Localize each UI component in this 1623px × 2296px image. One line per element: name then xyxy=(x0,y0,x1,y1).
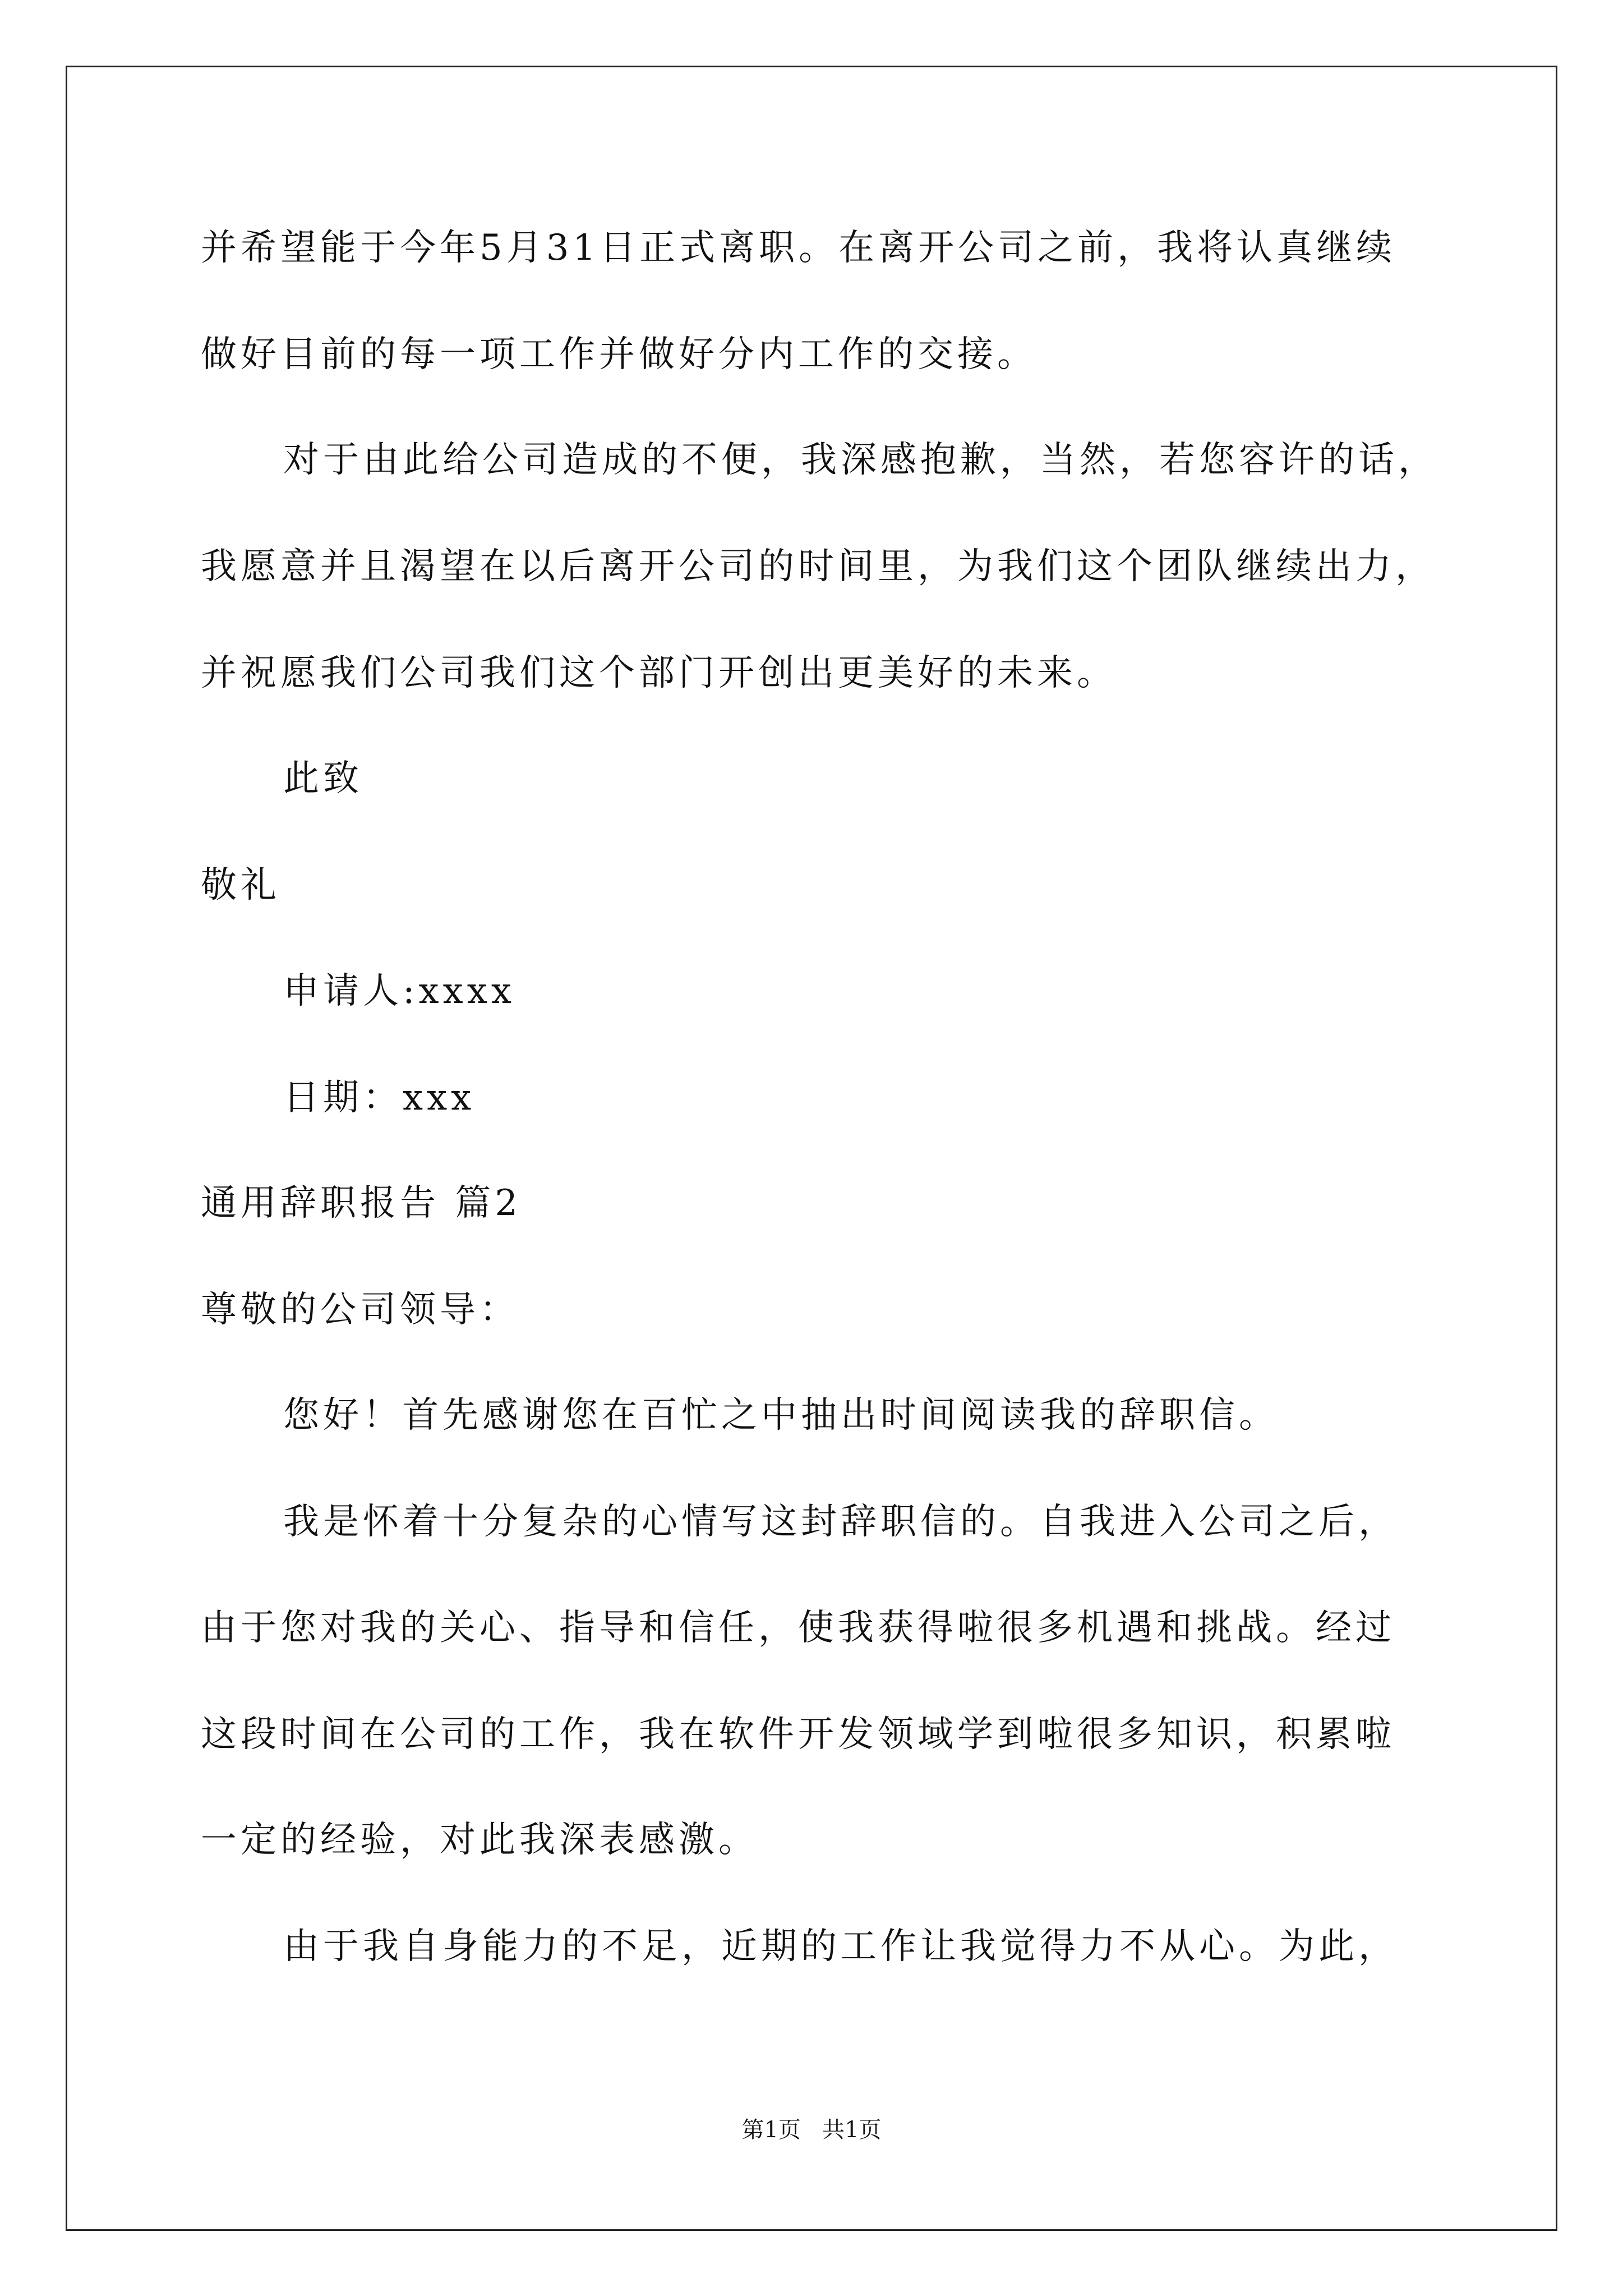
closing-salutation: 此致 xyxy=(283,758,363,799)
paragraph-line: 您好！首先感谢您在百忙之中抽出时间阅读我的辞职信。 xyxy=(283,1395,1279,1436)
paragraph-line: 一定的经验，对此我深表感激。 xyxy=(201,1819,758,1861)
section-heading: 通用辞职报告 篇2 xyxy=(201,1182,522,1224)
paragraph-line: 我是怀着十分复杂的心情写这封辞职信的。自我进入公司之后， xyxy=(283,1501,1398,1543)
paragraph-line: 并祝愿我们公司我们这个部门开创出更美好的未来。 xyxy=(201,652,1117,694)
page-number-footer: 第1页 共1页 xyxy=(741,2117,882,2143)
applicant-line: 申请人:xxxx xyxy=(283,970,515,1012)
paragraph-line: 对于由此给公司造成的不便，我深感抱歉，当然，若您容许的话， xyxy=(283,439,1438,481)
closing-regards: 敬礼 xyxy=(201,864,280,906)
paragraph-line: 我愿意并且渴望在以后离开公司的时间里，为我们这个团队继续出力， xyxy=(201,546,1435,587)
greeting-line: 尊敬的公司领导： xyxy=(201,1289,519,1331)
paragraph-line: 做好目前的每一项工作并做好分内工作的交接。 xyxy=(201,334,1037,375)
paragraph-line: 由于我自身能力的不足，近期的工作让我觉得力不从心。为此， xyxy=(283,1926,1398,1967)
paragraph-line: 这段时间在公司的工作，我在软件开发领域学到啦很多知识，积累啦 xyxy=(201,1714,1395,1755)
date-line: 日期：xxx xyxy=(283,1077,476,1119)
paragraph-line: 由于您对我的关心、指导和信任，使我获得啦很多机遇和挑战。经过 xyxy=(201,1607,1395,1649)
paragraph-line: 并希望能于今年5月31日正式离职。在离开公司之前，我将认真继续 xyxy=(201,227,1396,269)
page-border xyxy=(66,66,1557,2231)
